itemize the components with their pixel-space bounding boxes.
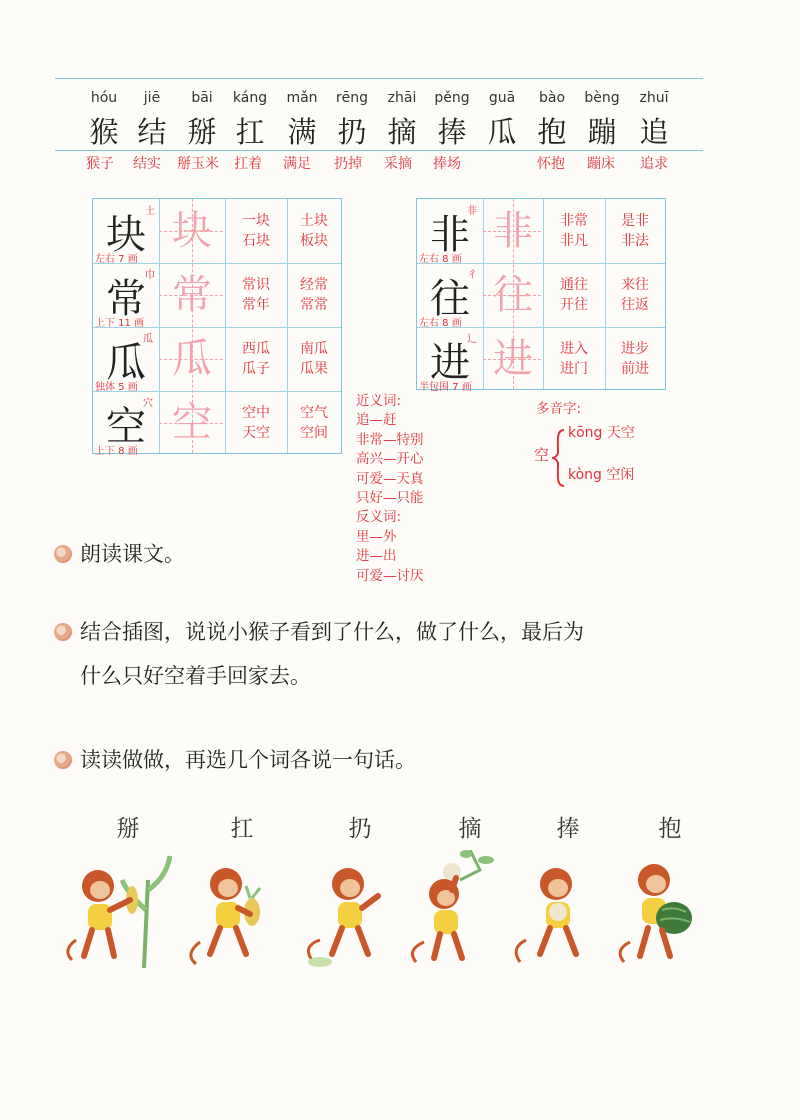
word: 非法 [621, 233, 649, 249]
vocab-pinyin: zhuī [639, 90, 669, 106]
word-cell [543, 275, 605, 315]
antonym-item: 可爱—讨厌 [356, 567, 424, 584]
antonym-item: 进—出 [356, 548, 397, 565]
word: 瓜果 [300, 361, 328, 377]
word: 石块 [242, 233, 270, 249]
radical-label: 土 [145, 206, 155, 217]
word: 西瓜 [242, 341, 270, 357]
word: 通往 [560, 277, 588, 293]
vocab-pinyin: rēng [335, 90, 369, 106]
vocab-hanzi: 扛 [235, 115, 265, 149]
word: 是非 [621, 213, 649, 229]
word: 空气 [300, 405, 328, 421]
header-top-rule [55, 78, 703, 79]
structure-label: 半包围 7 画 [419, 382, 472, 393]
verb-label: 捧 [556, 816, 580, 842]
word-cell [225, 339, 287, 379]
vocab-word: 采摘 [384, 156, 412, 172]
word: 经常 [300, 277, 328, 293]
trace-char: 块 [172, 208, 212, 254]
vocab-hanzi: 猴 [89, 115, 119, 149]
vocab-pinyin: guā [488, 90, 516, 106]
header-bottom-rule [55, 150, 703, 151]
vocab-word: 怀抱 [537, 156, 565, 172]
word-cell [605, 211, 665, 251]
monkey-picking-peach-illustration [400, 850, 510, 970]
monkey-breaking-corn-illustration [62, 850, 172, 970]
vocab-pinyin: jiē [143, 90, 161, 106]
word-cell [287, 403, 341, 443]
synonym-item: 非常—特别 [356, 431, 424, 448]
vocab-word: 满足 [283, 156, 311, 172]
vocab-hanzi: 捧 [437, 115, 467, 149]
synonym-item: 只好—只能 [356, 490, 424, 507]
word-cell [605, 339, 665, 379]
verb-label: 掰 [116, 816, 140, 842]
verb-label: 扔 [348, 816, 372, 842]
vocab-hanzi: 结 [137, 115, 167, 149]
task-text: 结合插图，说说小猴子看到了什么，做了什么，最后为 [80, 620, 584, 644]
word-cell [543, 339, 605, 379]
radical-label: 非 [467, 206, 477, 217]
vocab-word: 蹦床 [587, 156, 615, 172]
word-cell [225, 211, 287, 251]
antonym-title: 反义词: [356, 509, 402, 526]
monkey-hugging-watermelon-illustration [612, 850, 722, 970]
word-cell [543, 211, 605, 251]
word-cell [225, 403, 287, 443]
word: 前进 [621, 361, 649, 377]
trace-char: 进 [493, 336, 533, 382]
word: 进入 [560, 341, 588, 357]
vocab-pinyin: káng [232, 90, 268, 106]
polyphone-title: 多音字: [536, 401, 582, 417]
vocab-pinyin: mǎn [286, 90, 318, 106]
radical-label: 辶 [467, 334, 477, 345]
word: 板块 [300, 233, 328, 249]
task-discuss-continued: 什么只好空着手回家去。 [80, 664, 311, 688]
grid-char: 块 [106, 212, 146, 258]
vocab-hanzi: 追 [639, 115, 669, 149]
verb-label: 抱 [658, 816, 682, 842]
synonym-item: 追—赶 [356, 412, 397, 429]
polyphone-brace-icon [550, 428, 566, 488]
polyphone-char: 空 [534, 446, 550, 464]
monkey-carrying-corn-illustration [180, 850, 290, 970]
word: 南瓜 [300, 341, 328, 357]
task-bullet-icon [54, 751, 72, 769]
word: 进门 [560, 361, 588, 377]
word: 一块 [242, 213, 270, 229]
word: 瓜子 [242, 361, 270, 377]
vocab-word: 扔掉 [334, 156, 362, 172]
word: 非常 [560, 213, 588, 229]
task-text: 朗读课文。 [80, 542, 185, 566]
monkey-holding-peach-illustration [510, 850, 620, 970]
vocab-pinyin: hóu [90, 90, 118, 106]
structure-label: 独体 5 画 [95, 382, 138, 393]
word: 往返 [621, 297, 649, 313]
polyphone-reading-2: kòng 空闲 [568, 467, 635, 483]
word-cell [287, 339, 341, 379]
structure-label: 上下 8 画 [95, 446, 138, 457]
vocab-hanzi: 掰 [187, 115, 217, 149]
vocab-hanzi: 瓜 [487, 115, 517, 149]
verb-label: 扛 [230, 816, 254, 842]
word: 来往 [621, 277, 649, 293]
word: 进步 [621, 341, 649, 357]
word-cell [287, 211, 341, 251]
synonym-title: 近义词: [356, 393, 402, 409]
vocab-word: 捧场 [433, 156, 461, 172]
vocab-pinyin: zhāi [387, 90, 417, 106]
word: 非凡 [560, 233, 588, 249]
structure-label: 左右 7 画 [95, 254, 138, 265]
word: 开往 [560, 297, 588, 313]
task-bullet-icon [54, 623, 72, 641]
polyphone-reading-1: kōng 天空 [568, 425, 635, 441]
task-read-aloud [54, 538, 185, 568]
synonym-item: 高兴—开心 [356, 451, 424, 468]
task-read-do [54, 744, 416, 774]
word: 常常 [300, 297, 328, 313]
vocab-pinyin: bào [538, 90, 566, 106]
grid-char: 进 [430, 340, 470, 386]
char-grid-right [416, 198, 666, 393]
vocab-word: 扛着 [234, 156, 262, 172]
synonym-item: 可爱—天真 [356, 470, 424, 487]
structure-label: 上下 11 画 [95, 318, 145, 329]
vocab-hanzi: 蹦 [587, 115, 617, 149]
radical-label: 彳 [467, 270, 477, 281]
word-cell [225, 275, 287, 315]
vocab-hanzi: 满 [287, 115, 317, 149]
verb-label: 摘 [458, 816, 482, 842]
monkey-throwing-illustration [298, 850, 408, 970]
vocab-pinyin: bāi [191, 90, 213, 106]
word: 土块 [300, 213, 328, 229]
trace-char: 空 [172, 400, 212, 446]
vocab-pinyin: pěng [434, 90, 470, 106]
trace-char: 常 [172, 272, 212, 318]
synonym-antonym-notes [356, 392, 424, 586]
trace-char: 非 [493, 208, 533, 254]
structure-label: 左右 8 画 [419, 254, 462, 265]
grid-char: 瓜 [106, 340, 146, 386]
antonym-item: 里—外 [356, 528, 397, 545]
word: 空中 [242, 405, 270, 421]
vocab-word: 追求 [640, 156, 668, 172]
grid-char: 非 [430, 212, 470, 258]
grid-char: 空 [106, 404, 146, 450]
vocab-pinyin: bèng [584, 90, 620, 106]
vocab-hanzi: 摘 [387, 115, 417, 149]
radical-label: 穴 [143, 398, 153, 409]
vocab-hanzi: 扔 [337, 115, 367, 149]
word: 常年 [242, 297, 270, 313]
word-cell [605, 275, 665, 315]
trace-char: 瓜 [172, 336, 212, 382]
vocab-word: 掰玉米 [177, 156, 219, 172]
radical-label: 巾 [145, 270, 155, 281]
vocab-hanzi: 抱 [537, 115, 567, 149]
word: 天空 [242, 425, 270, 441]
task-discuss [54, 616, 584, 646]
word: 常识 [242, 277, 270, 293]
trace-char: 往 [493, 272, 533, 318]
word: 空间 [300, 425, 328, 441]
task-text: 读读做做，再选几个词各说一句话。 [80, 748, 416, 772]
word-cell [287, 275, 341, 315]
vocab-word: 猴子 [86, 156, 114, 172]
structure-label: 左右 8 画 [419, 318, 462, 329]
task-bullet-icon [54, 545, 72, 563]
grid-char: 常 [106, 276, 146, 322]
grid-char: 往 [430, 276, 470, 322]
vocab-word: 结实 [133, 156, 161, 172]
char-grid-left [92, 198, 342, 457]
radical-label: 瓜 [143, 334, 153, 345]
